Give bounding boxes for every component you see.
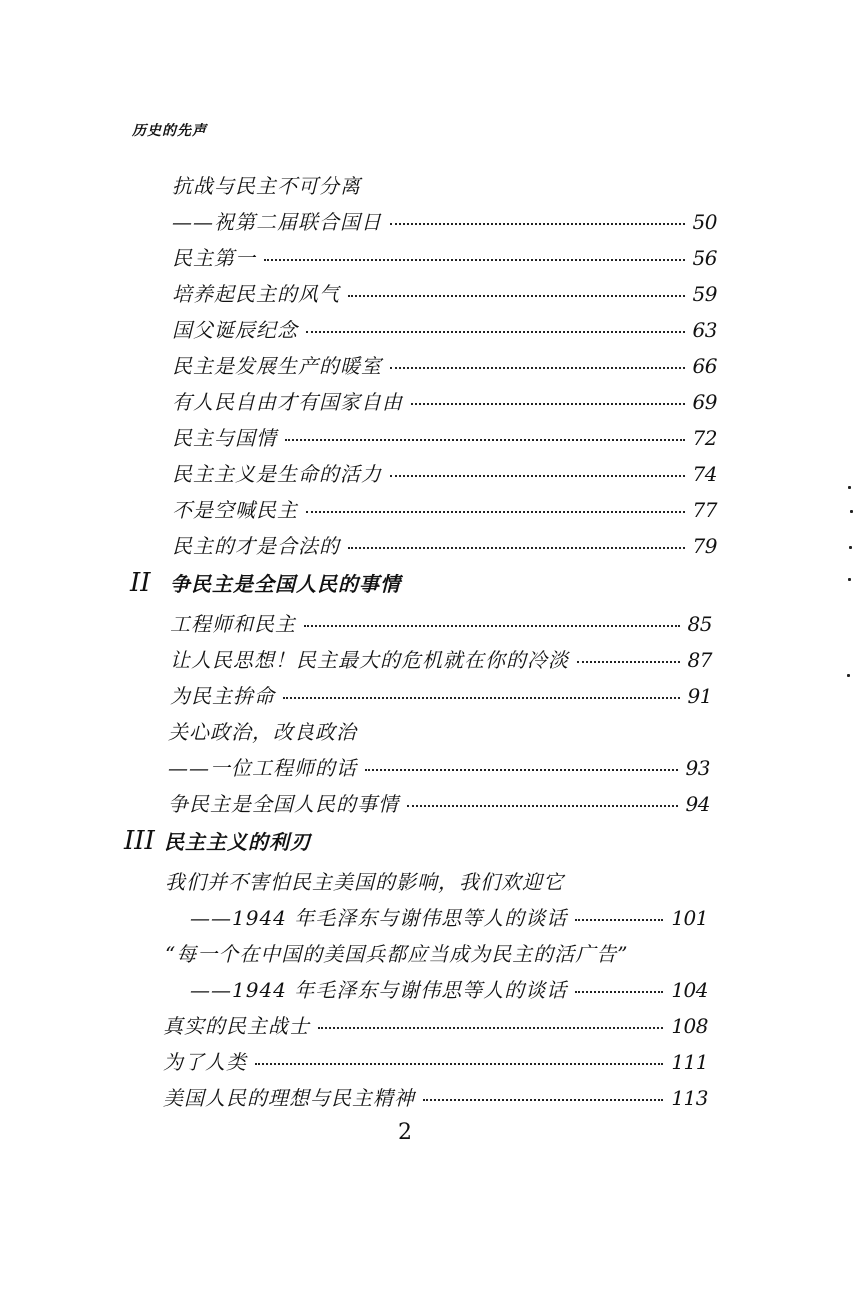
dot-leader [575,919,663,921]
dot-leader [390,223,685,225]
toc-entry [172,278,717,306]
toc-entry-title: 民主主义是生命的活力 [172,462,382,486]
toc-entry [172,458,717,486]
toc-entry-page: 72 [692,426,717,450]
dot-leader [348,295,685,297]
section-numeral: II [130,568,151,598]
toc-entry-title: 工程师和民主 [170,612,296,636]
page-number: 2 [398,1120,412,1145]
toc-entry-page: 74 [692,462,717,486]
toc-entry [172,494,717,522]
toc-entry [170,608,712,636]
dot-leader [390,475,685,477]
toc-entry-title: 为民主拚命 [170,684,275,708]
toc-entry-title: ——一位工程师的话 [168,756,357,780]
toc-entry [168,752,710,780]
toc-entry-title: ——1944 年毛泽东与谢伟思等人的谈话 [190,978,568,1002]
toc-entry [163,1046,708,1074]
toc-entry-page: 93 [685,756,710,780]
toc-entry [172,242,717,270]
scan-speck [847,674,850,677]
section-numeral: III [124,826,155,856]
toc-entry-title: 美国人民的理想与民主精神 [163,1086,415,1110]
toc-entry-page: 104 [671,978,708,1002]
toc-entry-title: 不是空喊民主 [172,498,298,522]
toc-entry [190,902,708,930]
section-heading [130,568,401,598]
toc-entry [163,1010,708,1038]
section-title: 争民主是全国人民的事情 [170,572,401,596]
toc-entry-title: 真实的民主战士 [163,1014,310,1038]
section-heading [124,826,311,856]
toc-entry [172,206,717,234]
toc-entry [172,422,717,450]
section-title: 民主主义的利刃 [164,830,311,854]
toc-entry-title: 让人民思想！民主最大的危机就在你的冷淡 [170,648,569,672]
toc-entry [190,974,708,1002]
dot-leader [306,511,685,513]
dot-leader [411,403,685,405]
toc-entry-title: 关心政治，改良政治 [168,720,357,744]
toc-entry-title: 抗战与民主不可分离 [172,174,361,198]
toc-entry-page: 56 [692,246,717,270]
toc-entry-title: 民主的才是合法的 [172,534,340,558]
toc-entry-page: 101 [671,906,708,930]
toc-entry-title: 争民主是全国人民的事情 [168,792,399,816]
dot-leader [255,1063,663,1065]
dot-leader [390,367,685,369]
toc-entry-page: 111 [671,1050,708,1074]
toc-entry-title: 我们并不害怕民主美国的影响，我们欢迎它 [165,870,564,894]
toc-entry-page: 108 [671,1014,708,1038]
toc-entry-title: 培养起民主的风气 [172,282,340,306]
scan-speck [850,510,853,513]
toc-entry-page: 113 [671,1086,708,1110]
toc-entry [165,866,710,894]
toc-entry-title: 民主是发展生产的暖室 [172,354,382,378]
toc-entry-title: ——祝第二届联合国日 [172,210,382,234]
toc-entry-page: 59 [692,282,717,306]
dot-leader [365,769,678,771]
scan-speck [848,578,851,581]
toc-entry [172,350,717,378]
toc-entry [170,680,712,708]
toc-entry-title: 民主第一 [172,246,256,270]
toc-entry-page: 50 [692,210,717,234]
toc-entry-title: 民主与国情 [172,426,277,450]
toc-entry-page: 91 [687,684,712,708]
scan-speck [848,486,851,489]
toc-entry [170,644,712,672]
toc-entry [168,788,710,816]
toc-entry [172,170,712,198]
dot-leader [264,259,685,261]
dot-leader [318,1027,663,1029]
toc-entry [172,530,717,558]
toc-entry-page: 77 [692,498,717,522]
toc-entry-page: 87 [687,648,712,672]
toc-entry-page: 69 [692,390,717,414]
toc-entry-page: 85 [687,612,712,636]
dot-leader [575,991,663,993]
dot-leader [306,331,685,333]
toc-entry-title: 国父诞辰纪念 [172,318,298,342]
toc-entry-title: ——1944 年毛泽东与谢伟思等人的谈话 [190,906,568,930]
toc-entry-title: 有人民自由才有国家自由 [172,390,403,414]
toc-entry [172,386,717,414]
toc-entry [172,314,717,342]
toc-entry-page: 63 [692,318,717,342]
toc-entry [163,1082,708,1110]
toc-entry-title: 为了人类 [163,1050,247,1074]
toc-entry-page: 94 [685,792,710,816]
dot-leader [348,547,685,549]
dot-leader [285,439,685,441]
toc-entry [165,938,710,966]
toc-entry-page: 79 [692,534,717,558]
running-head: 历史的先声 [132,123,207,139]
dot-leader [423,1099,663,1101]
toc-entry-title: “每一个在中国的美国兵都应当成为民主的活广告” [165,942,629,966]
dot-leader [304,625,680,627]
dot-leader [283,697,680,699]
scan-speck [849,546,852,549]
toc-entry-page: 66 [692,354,717,378]
dot-leader [407,805,678,807]
toc-entry [168,716,710,744]
dot-leader [577,661,680,663]
